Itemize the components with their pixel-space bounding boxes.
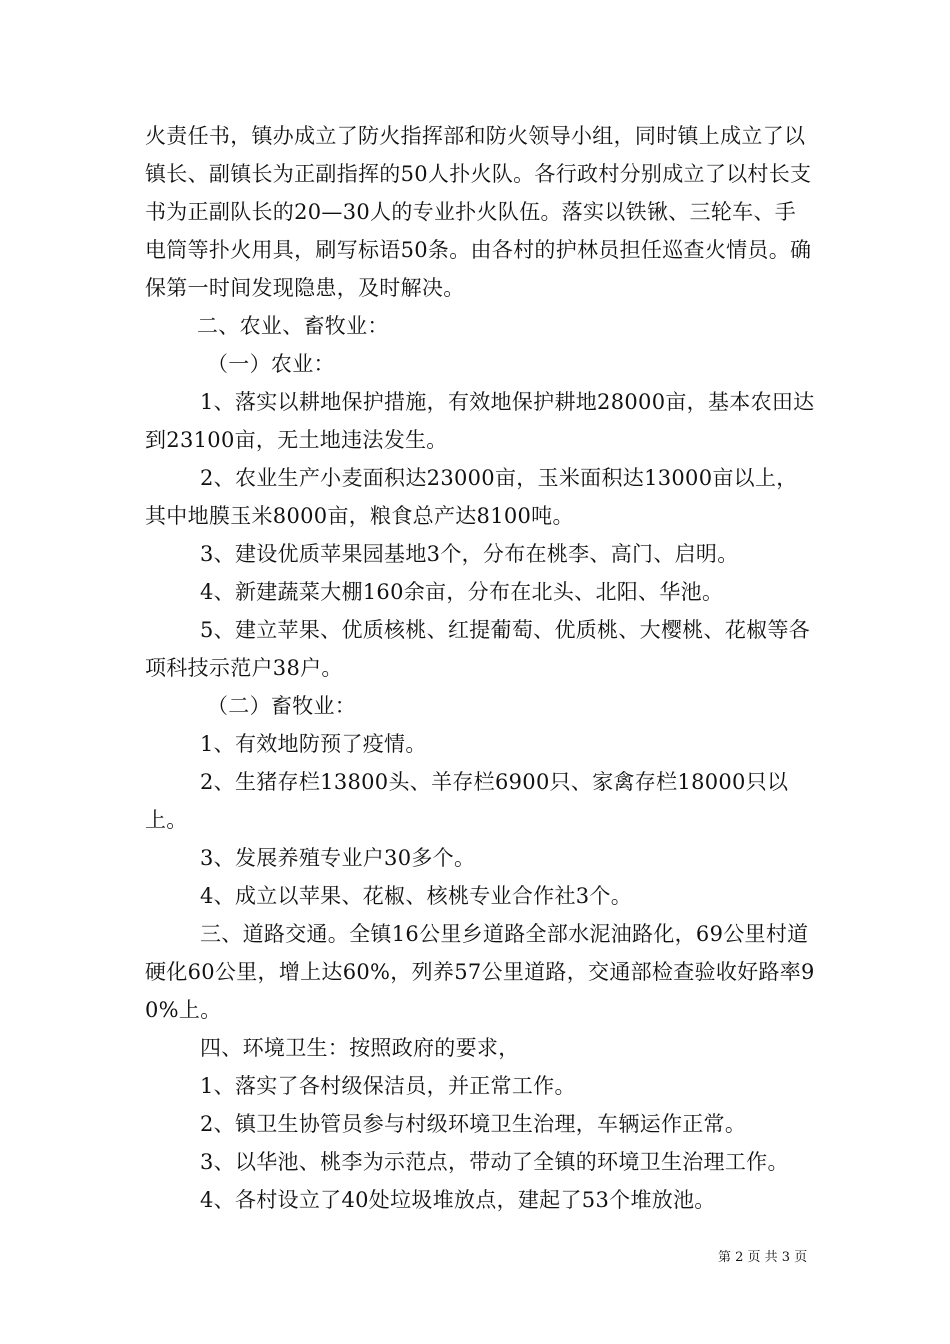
list-item: 1、落实了各村级保洁员，并正常工作。 bbox=[200, 1074, 576, 1098]
list-item: 2、镇卫生协管员参与村级环境卫生治理，车辆运作正常。 bbox=[200, 1112, 747, 1136]
list-item: 5、建立苹果、优质核桃、红提葡萄、优质桃、大樱桃、花椒等各项科技示范户38户。 bbox=[145, 618, 811, 680]
list-item: 2、生猪存栏13800头、羊存栏6900只、家禽存栏18000只以上。 bbox=[145, 770, 789, 832]
list-item: 3、发展养殖专业户30多个。 bbox=[200, 846, 476, 870]
document-body bbox=[145, 117, 815, 1219]
list-item: 4、成立以苹果、花椒、核桃专业合作社3个。 bbox=[200, 884, 633, 908]
heading-agriculture-livestock: 二、农业、畜牧业： bbox=[197, 314, 389, 338]
list-item: 1、有效地防预了疫情。 bbox=[200, 732, 427, 756]
list-item: 1、落实以耕地保护措施，有效地保护耕地28000亩，基本农田达到23100亩，无土地违法发生。 bbox=[145, 390, 815, 452]
subheading-agriculture: （一）农业： bbox=[207, 352, 335, 376]
list-item: 3、建设优质苹果园基地3个，分布在桃李、高门、启明。 bbox=[200, 542, 739, 566]
list-item: 3、以华池、桃李为示范点，带动了全镇的环境卫生治理工作。 bbox=[200, 1150, 789, 1174]
paragraph-road-traffic: 三、道路交通。全镇16公里乡道路全部水泥油路化，69公里村道硬化60公里，增上达60%，列养57公里道路，交通部检查验收好路率90%上。 bbox=[145, 922, 815, 1022]
heading-environment-hygiene: 四、环境卫生：按照政府的要求， bbox=[200, 1036, 520, 1060]
list-item: 2、农业生产小麦面积达23000亩，玉米面积达13000亩以上，其中地膜玉米8000亩，粮食总产达8100吨。 bbox=[145, 466, 798, 528]
list-item: 4、新建蔬菜大棚160余亩，分布在北头、北阳、华池。 bbox=[200, 580, 724, 604]
page-number: 第 2 页 共 3 页 bbox=[718, 1250, 808, 1265]
subheading-livestock: （二）畜牧业： bbox=[207, 694, 357, 718]
paragraph-fire-prevention: 火责任书，镇办成立了防火指挥部和防火领导小组，同时镇上成立了以镇长、副镇长为正副指挥的50人扑火队。各行政村分别成立了以村长支书为正副队长的20—30人的专业扑火队伍。落实以铁锹、三轮车、手电筒等扑火用具，刷写标语50条。由各村的护林员担任巡查火情员。确保第一时间发现隐患，及时解决。 bbox=[145, 124, 812, 300]
list-item: 4、各村设立了40处垃圾堆放点，建起了53个堆放池。 bbox=[200, 1188, 716, 1212]
